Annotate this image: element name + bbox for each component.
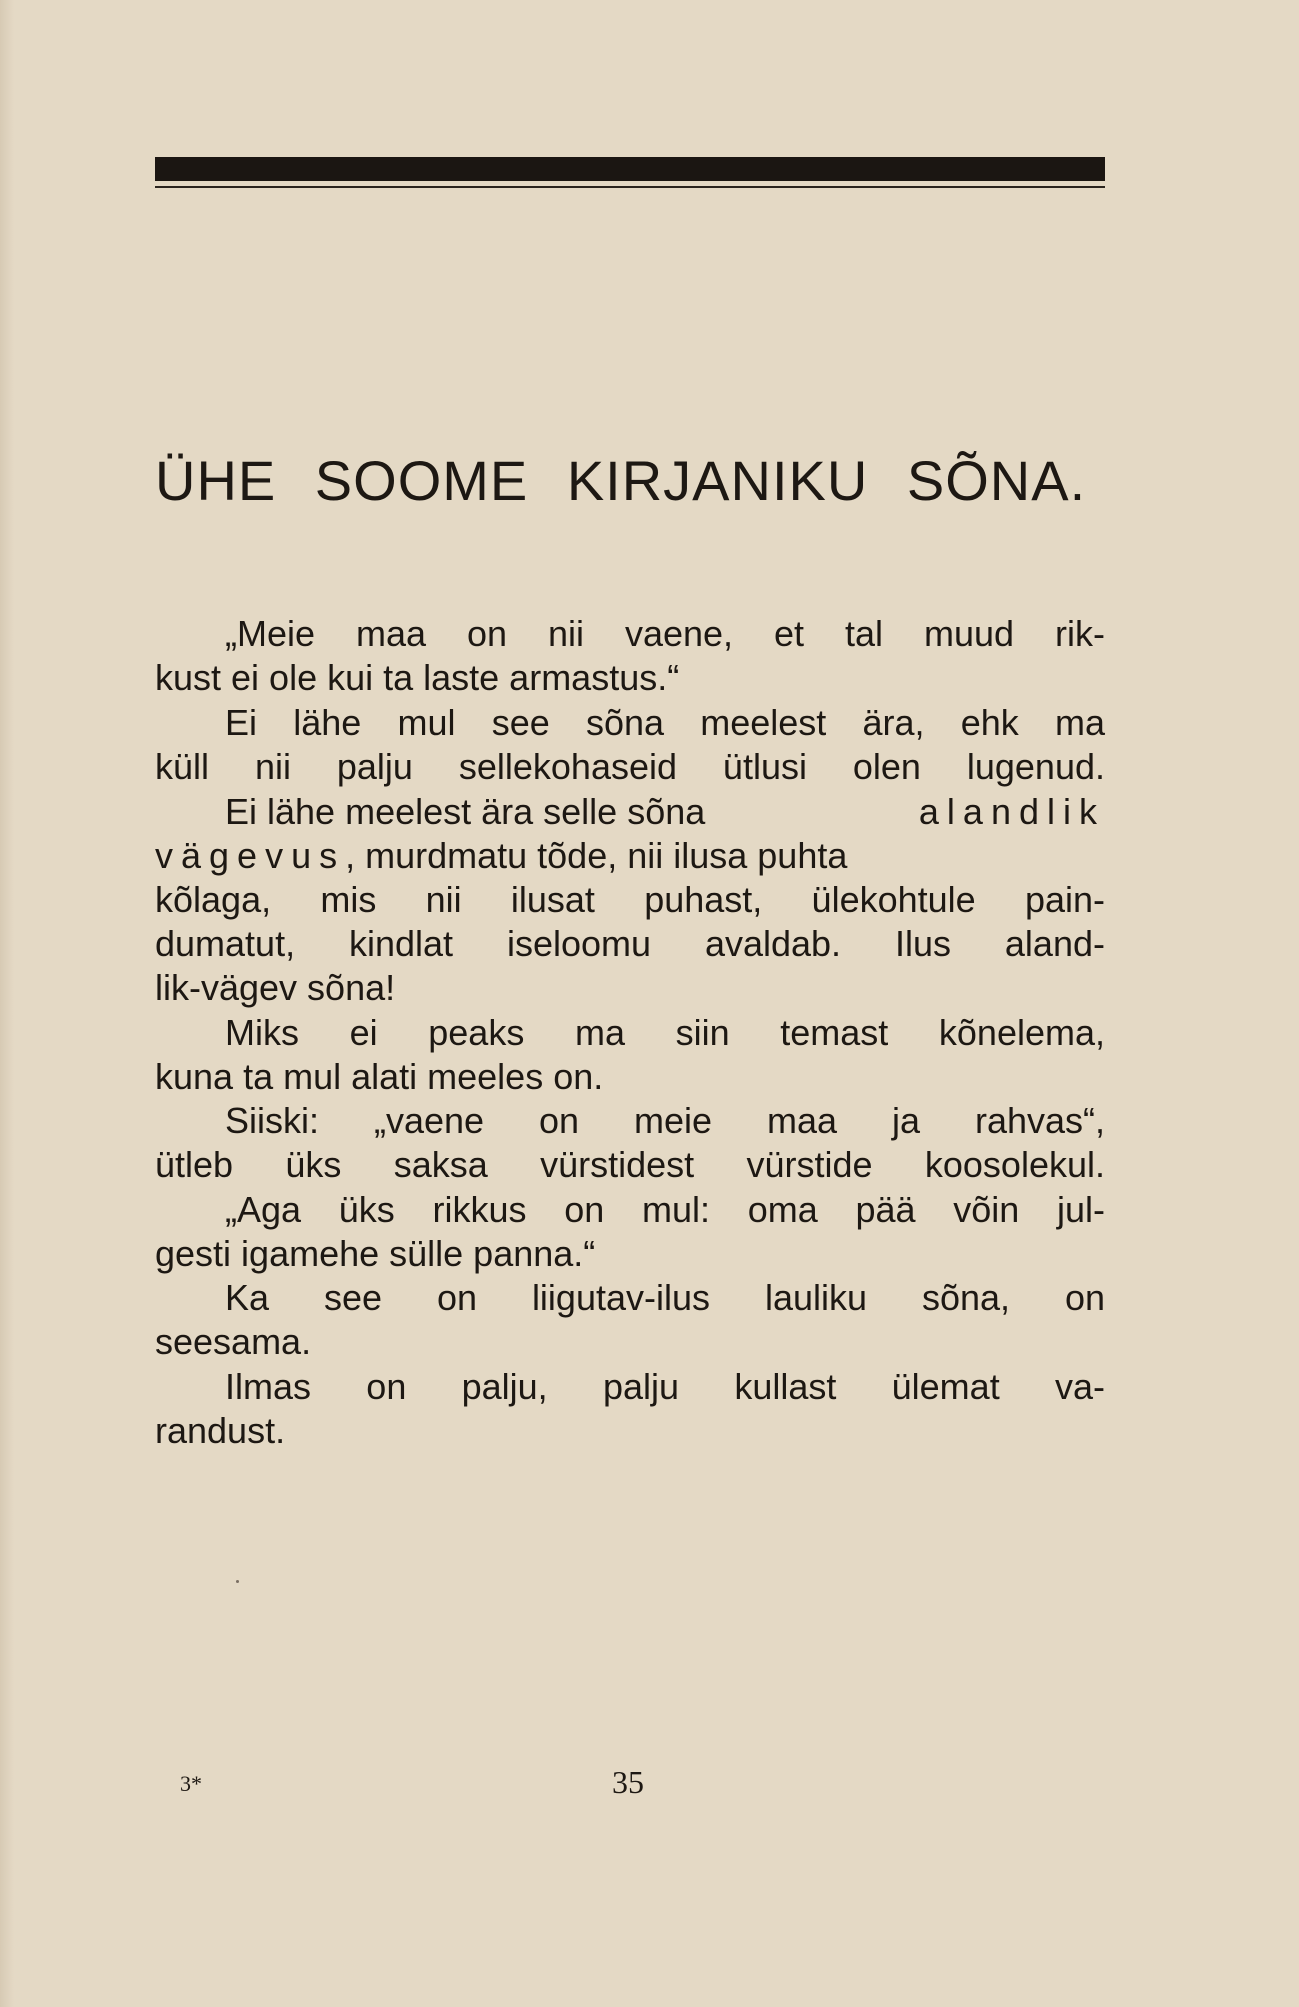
chapter-title: ÜHE SOOME KIRJANIKU SÕNA. <box>155 449 1087 512</box>
top-thin-rule <box>155 186 1105 188</box>
emphasized-word-vagevus: vägevus <box>155 835 346 876</box>
page-number: 35 <box>612 1764 644 1800</box>
signature-mark: 3* <box>180 1771 202 1796</box>
text-line-15: gesti igamehe sülle panna.“ <box>155 1233 596 1274</box>
text-line-7: kõlaga, mis nii ilusat puhast, ülekohtule pain- <box>155 879 1105 920</box>
text-line-12: Siiski: „vaene on meie maa ja rahvas“, <box>225 1100 1105 1141</box>
text-line-17: seesama. <box>155 1321 312 1362</box>
text-line-6-normal: , murdmatu tõde, nii ilusa puhta <box>345 835 848 876</box>
text-line-3: Ei lähe mul see sõna meelest ära, ehk ma <box>225 702 1105 743</box>
top-thick-rule <box>155 157 1105 181</box>
text-line-19: randust. <box>155 1410 286 1451</box>
text-line-8: dumatut, kindlat iseloomu avaldab. Ilus aland- <box>155 923 1105 964</box>
text-line-1: „Meie maa on nii vaene, et tal muud rik- <box>225 613 1105 654</box>
text-line-5 <box>225 790 1105 834</box>
page-edge-shadow <box>0 0 14 2007</box>
text-line-13: ütleb üks saksa vürstidest vürstide koosolekul. <box>155 1144 1105 1185</box>
paper-speck <box>236 1580 239 1583</box>
text-line-11: kuna ta mul alati meeles on. <box>155 1056 604 1097</box>
text-line-2: kust ei ole kui ta laste armastus.“ <box>155 657 680 698</box>
text-line-18: Ilmas on palju, palju kullast ülemat va- <box>225 1366 1105 1407</box>
text-line-4: küll nii palju sellekohaseid ütlusi olen lugenud. <box>155 746 1105 787</box>
emphasized-word-alandlik: alandlik <box>918 791 1105 832</box>
text-line-5-normal: Ei lähe meelest ära selle sõna <box>225 791 706 832</box>
text-line-10: Miks ei peaks ma siin temast kõnelema, <box>225 1012 1105 1053</box>
text-line-9: lik-vägev sõna! <box>155 967 396 1008</box>
text-line-16: Ka see on liigutav-ilus lauliku sõna, on <box>225 1277 1105 1318</box>
text-line-14: „Aga üks rikkus on mul: oma pää võin jul- <box>225 1189 1105 1230</box>
text-line-6 <box>155 834 1105 878</box>
